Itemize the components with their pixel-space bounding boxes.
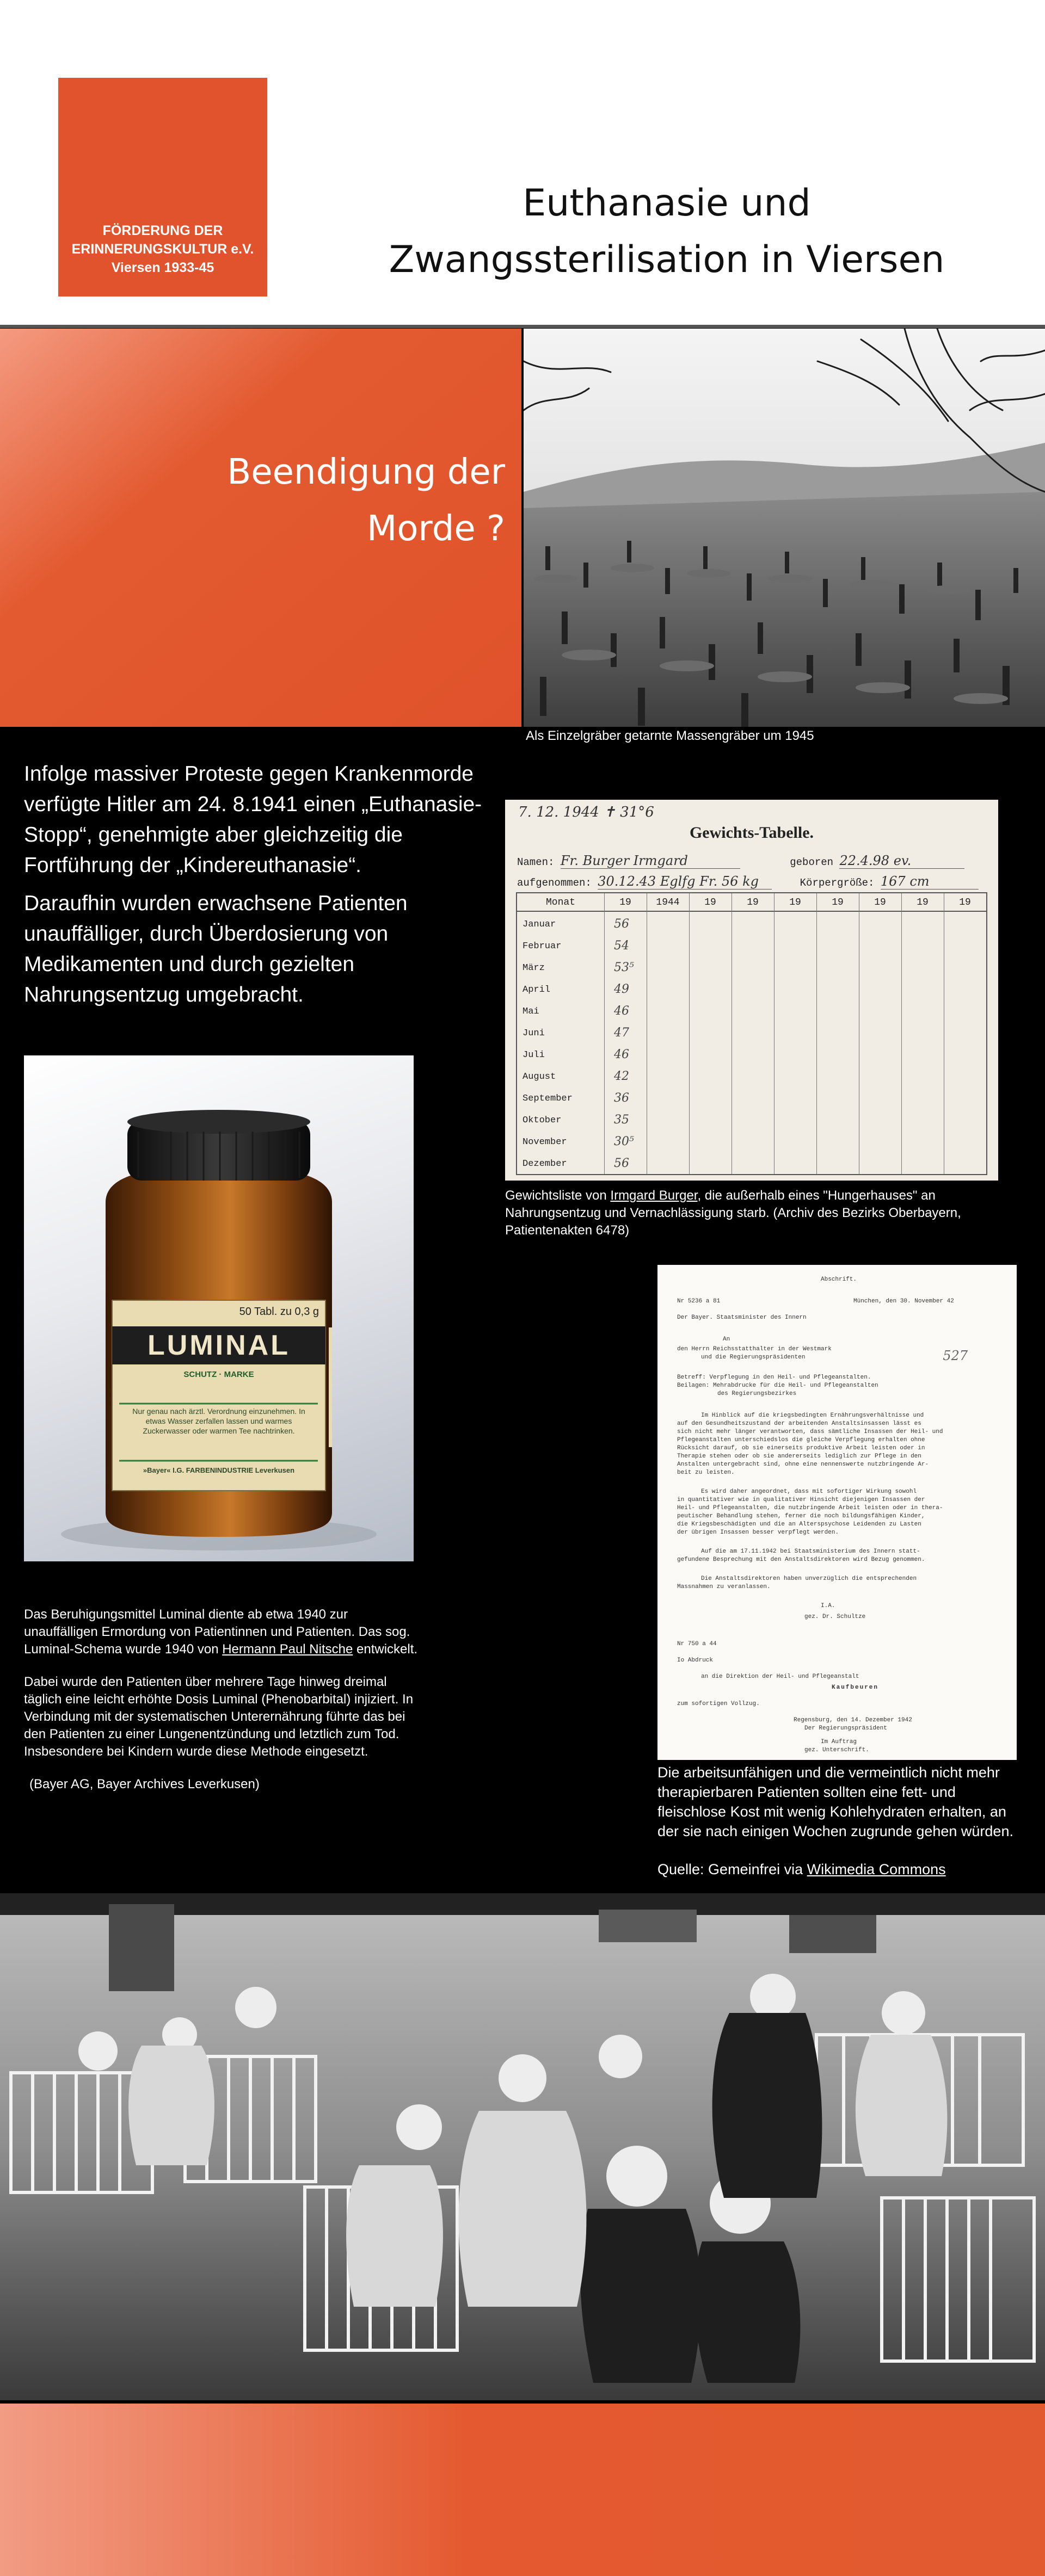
mass-graves-illustration bbox=[524, 329, 1045, 727]
luminal-caption-paragraph-2: Dabei wurde den Patienten über mehrere Tage hinweg dreimal täglich eine leicht erhöhte Dosis Luminal (Phenobarbital) injiziert. In Verbindung mit der systematischen Unterernährung führte das bei den Patienten zu einer Lungenentzündung und letztlich zum Tod. Insbesondere bei Kindern wurde diese Methode eingesetzt. bbox=[24, 1675, 414, 1759]
month-label: März bbox=[522, 963, 545, 973]
weight-value: 42 bbox=[614, 1070, 629, 1083]
mass-graves-caption: Als Einzelgräber getarnte Massengräber um 1945 bbox=[526, 728, 814, 743]
decree-text-line: die Kriegsbeschädigten und die an Alterspsychose Leidenden zu Lasten bbox=[677, 1521, 921, 1528]
luminal-photo-credit: (Bayer AG, Bayer Archives Leverkusen) bbox=[29, 1777, 260, 1792]
decree-text-line: Rücksicht darauf, ob sie einerseits produktive Arbeit leisten oder in bbox=[677, 1445, 925, 1451]
decree-text-line: Betreff: Verpflegung in den Heil- und Pflegeanstalten. bbox=[677, 1374, 871, 1381]
decree-text-line: gez. Unterschrift. bbox=[804, 1747, 869, 1753]
luminal-caption-before-link: Das Beruhigungsmittel Luminal diente ab etwa 1940 zur unauffälligen Ermordung von Patientinnen und Patienten. Das sog. Luminal-Schema wurde 1940 von bbox=[24, 1607, 410, 1657]
association-logo bbox=[58, 78, 267, 296]
decree-text-line: München, den 30. November 42 bbox=[853, 1298, 954, 1305]
intro-paragraph-2: Daraufhin wurden erwachsene Patienten unauffälliger, durch Überdosierung von Medikamenten und durch gezielten Nahrungsentzug umgebracht. bbox=[24, 892, 408, 1006]
born-value: 22.4.98 ev. bbox=[839, 853, 964, 869]
decree-text-line: Im Hinblick auf die kriegsbedingten Ernährungsverhältnisse und bbox=[701, 1412, 924, 1419]
decree-text-line: des Regierungsbezirkes bbox=[717, 1391, 797, 1397]
decree-text-line: zum sofortigen Vollzug. bbox=[677, 1701, 760, 1707]
luminal-caption-after-link: entwickelt. bbox=[353, 1642, 418, 1657]
hermann-paul-nitsche-link[interactable]: Hermann Paul Nitsche bbox=[222, 1642, 353, 1657]
decree-text-line: Anstalten untergebracht sind, ohne eine nennenswerte nutzbringende Ar- bbox=[677, 1461, 929, 1468]
section-title-line-2: Morde ? bbox=[367, 509, 505, 549]
page-title-line-2: Zwangssterilisation in Viersen bbox=[389, 238, 945, 281]
height-value: 167 cm bbox=[881, 874, 979, 889]
year-header: 19 bbox=[789, 897, 801, 908]
weight-caption-after-link: , die außerhalb eines "Hungerhauses" an Nahrungsentzug und Vernachlässigung starb. (Archiv des Bezirks Oberbayern, Patientenakten 6478) bbox=[505, 1188, 961, 1238]
header bbox=[0, 0, 1045, 326]
logo-line-1: FÖRDERUNG DER bbox=[102, 223, 223, 238]
decree-stamp-number: 527 bbox=[943, 1348, 968, 1363]
bottle-maker: »Bayer« I.G. FARBENINDUSTRIE Leverkusen bbox=[143, 1466, 295, 1474]
decree-text-line: beit zu leisten. bbox=[677, 1469, 735, 1476]
luminal-caption bbox=[24, 1606, 419, 1808]
weight-grid-column-line bbox=[816, 893, 817, 1174]
year-header: 19 bbox=[874, 897, 886, 908]
bottle-count-label: 50 Tabl. zu 0,3 g bbox=[239, 1306, 319, 1318]
decree-text-line: Im Auftrag bbox=[821, 1739, 857, 1745]
page-title bbox=[348, 175, 985, 288]
weight-table-caption bbox=[505, 1187, 1006, 1239]
decree-text-line: den Herrn Reichsstatthalter in der Westmark bbox=[677, 1346, 832, 1352]
month-label: Mai bbox=[522, 1006, 539, 1017]
year-header: 19 bbox=[747, 897, 759, 908]
decree-text-line: Pflegeanstalten unterschiedslos die gleiche Verpflegung erhalten ohne bbox=[677, 1437, 925, 1443]
decree-text-line: auf den Gesundheitszustand der arbeitenden Anstaltsinsassen lässt es bbox=[677, 1420, 921, 1427]
born-label: geboren bbox=[790, 856, 834, 868]
bottle-brand: LUMINAL bbox=[147, 1330, 290, 1361]
decree-text-line: Regensburg, den 14. Dezember 1942 bbox=[794, 1717, 912, 1723]
year-header: 19 bbox=[704, 897, 716, 908]
admitted-value: 30.12.43 Eglfg Fr. 56 kg bbox=[598, 874, 772, 889]
decree-text-line: Heil- und Pflegeanstalten, die nutzbringende Arbeit leisten oder in thera- bbox=[677, 1505, 943, 1511]
decree-document bbox=[657, 1265, 1017, 1760]
weight-value: 30⁵ bbox=[614, 1135, 634, 1148]
intro-text bbox=[24, 759, 487, 1018]
month-header: Monat bbox=[545, 897, 575, 908]
irmgard-burger-link[interactable]: Irmgard Burger bbox=[610, 1188, 698, 1203]
wikimedia-commons-link[interactable]: Wikimedia Commons bbox=[807, 1861, 946, 1877]
weight-value: 47 bbox=[614, 1026, 629, 1040]
section-title-line-1: Beendigung der bbox=[227, 452, 505, 492]
weight-value: 53⁵ bbox=[614, 961, 634, 974]
decree-text-line: an die Direktion der Heil- und Pflegeanstalt bbox=[701, 1673, 859, 1680]
year-header: 19 bbox=[619, 897, 631, 908]
hero-banner bbox=[0, 329, 521, 727]
decree-text-line: sich nicht mehr länger verantworten, dass sämtliche Insassen der Heil- und bbox=[677, 1429, 943, 1435]
decree-caption-text: Die arbeitsunfähigen und die vermeintlich nicht mehr therapierbaren Patienten sollten eine fett- und fleischlose Kost mit wenig Kohlehydraten erhalten, an der sie nach einigen Wochen zugrunde gehen würden. bbox=[657, 1764, 1013, 1839]
decree-text-line: Massnahmen zu veranlassen. bbox=[677, 1584, 771, 1590]
month-label: Februar bbox=[522, 941, 562, 952]
decree-text-line: I.A. bbox=[821, 1603, 835, 1609]
name-label: Namen: bbox=[517, 856, 555, 868]
decree-text-line: Abschrift. bbox=[821, 1276, 857, 1283]
mass-graves-photo bbox=[524, 329, 1045, 727]
weight-grid-column-line bbox=[689, 893, 690, 1174]
weight-grid-header bbox=[517, 893, 986, 912]
weight-grid-column-line bbox=[604, 893, 605, 1174]
weight-table-admission-row bbox=[517, 874, 979, 889]
decree-text-line: Der Bayer. Staatsminister des Innern bbox=[677, 1314, 807, 1321]
decree-text-line: der übrigen Insassen besser verpflegt werden. bbox=[677, 1529, 839, 1536]
logo-line-2: ERINNERUNGSKULTUR e.V. bbox=[71, 242, 254, 257]
decree-text-line: gefundene Besprechung mit den Anstaltsdirektoren wird Bezug genommen. bbox=[677, 1556, 925, 1563]
decree-text-line: und die Regierungspräsidenten bbox=[701, 1354, 806, 1361]
decree-caption bbox=[657, 1763, 1017, 1879]
weight-value: 36 bbox=[614, 1091, 629, 1105]
decree-text-line: Nr 750 a 44 bbox=[677, 1641, 717, 1647]
decree-text-line: Nr 5236 a 81 bbox=[677, 1298, 721, 1305]
month-label: September bbox=[522, 1094, 573, 1104]
childrens-ward-illustration bbox=[0, 1893, 1045, 2400]
weight-value: 56 bbox=[614, 1157, 629, 1170]
year-header: 19 bbox=[832, 897, 844, 908]
decree-text-line: Io Abdruck bbox=[677, 1657, 714, 1664]
header-divider bbox=[0, 325, 1045, 328]
decree-text-line: peutischer Behandlung stehen, ferner die noch bildungsfähigen Kinder, bbox=[677, 1513, 925, 1519]
weight-table-heading: Gewichts-Tabelle. bbox=[689, 824, 814, 842]
year-header: 19 bbox=[917, 897, 929, 908]
weight-table-date-note: 7. 12. 1944 ✝ 31°6 bbox=[518, 804, 654, 820]
decree-text-line: Therapie stehen oder ob sie andererseits lediglich zur Pflege in den bbox=[677, 1453, 921, 1460]
weight-table-name-row bbox=[517, 853, 964, 869]
bottle-instructions: Nur genau nach ärztl. Verordnung einzunehmen. In etwas Wasser zerfallen lassen und warmes Zuckerwasser oder warmen Tee nachtrinken. bbox=[132, 1407, 305, 1435]
decree-source bbox=[657, 1860, 1017, 1879]
month-label: Oktober bbox=[522, 1115, 562, 1126]
month-label: Juni bbox=[522, 1028, 545, 1039]
year-header: 19 bbox=[959, 897, 971, 908]
logo-line-3: Viersen 1933-45 bbox=[111, 260, 214, 275]
weight-value: 46 bbox=[614, 1048, 629, 1061]
month-label: April bbox=[522, 985, 551, 995]
month-label: Januar bbox=[522, 919, 556, 930]
year-header: 1944 bbox=[656, 897, 680, 908]
intro-paragraph-1: Infolge massiver Proteste gegen Krankenmorde verfügte Hitler am 24. 8.1941 einen „Euthanasie-Stopp“, genehmigte aber gleichzeitig die Fortführung der „Kindereuthanasie“. bbox=[24, 762, 482, 877]
decree-text-line: in quantitativer wie in qualitativer Hinsicht diejenigen Insassen der bbox=[677, 1497, 925, 1503]
page-title-line-1: Euthanasie und bbox=[522, 182, 811, 225]
decree-source-before-link: Quelle: Gemeinfrei via bbox=[657, 1861, 807, 1877]
luminal-caption-paragraph-1 bbox=[24, 1606, 419, 1658]
decree-text-line: Die Anstaltsdirektoren haben unverzüglich die entsprechenden bbox=[701, 1576, 917, 1582]
bottle-protected-mark: SCHUTZ · MARKE bbox=[183, 1370, 254, 1379]
weight-table-document bbox=[505, 800, 998, 1181]
weight-value: 35 bbox=[614, 1113, 629, 1127]
decree-text-line: Kaufbeuren bbox=[832, 1684, 879, 1691]
month-label: November bbox=[522, 1137, 567, 1147]
decree-text-line: gez. Dr. Schultze bbox=[804, 1614, 866, 1620]
admitted-label: aufgenommen: bbox=[517, 877, 592, 889]
weight-grid bbox=[516, 892, 987, 1175]
month-label: Dezember bbox=[522, 1159, 567, 1169]
decree-text-line: Auf die am 17.11.1942 bei Staatsministerium des Innern statt- bbox=[701, 1548, 920, 1555]
decree-text-line: Beilagen: Mehrabdrucke für die Heil- und Pflegeanstalten bbox=[677, 1382, 878, 1389]
name-value: Fr. Burger Irmgard bbox=[561, 853, 740, 869]
footer-banner bbox=[0, 2404, 1045, 2576]
weight-value: 46 bbox=[614, 1004, 629, 1018]
weight-grid-column-line bbox=[901, 893, 902, 1174]
weight-value: 56 bbox=[614, 917, 629, 931]
weight-value: 49 bbox=[614, 983, 629, 996]
decree-text-line: An bbox=[723, 1336, 730, 1343]
decree-text-line: Der Regierungspräsident bbox=[804, 1725, 887, 1732]
section-title bbox=[37, 444, 505, 557]
month-label: Juli bbox=[522, 1050, 545, 1060]
childrens-ward-photo bbox=[0, 1893, 1045, 2400]
month-label: August bbox=[522, 1072, 556, 1082]
height-label: Körpergröße: bbox=[800, 877, 875, 889]
luminal-bottle-photo bbox=[24, 1055, 414, 1561]
weight-caption-before-link: Gewichtsliste von bbox=[505, 1188, 611, 1203]
logo-text bbox=[58, 221, 267, 277]
weight-value: 54 bbox=[614, 939, 629, 953]
decree-text-line: Es wird daher angeordnet, dass mit sofortiger Wirkung sowohl bbox=[701, 1488, 917, 1495]
